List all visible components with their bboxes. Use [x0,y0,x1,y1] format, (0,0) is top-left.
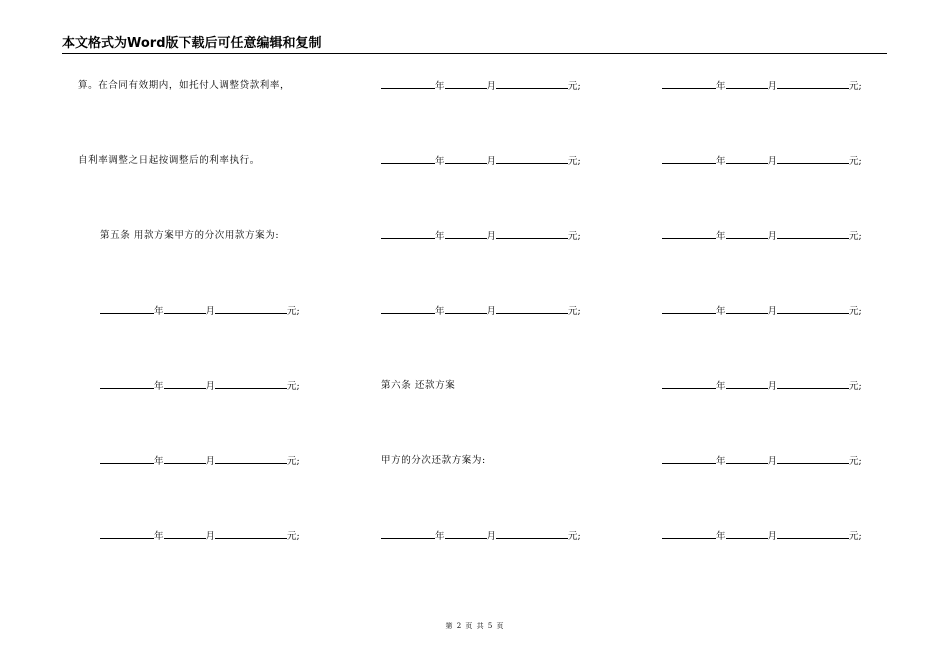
amount-label: 元; [287,456,300,467]
month-blank[interactable] [726,305,768,314]
date-amount-blank-row [662,230,862,243]
month-blank[interactable] [164,455,206,464]
date-amount-blank-row [381,530,581,543]
paragraph-line-1: 算。在合同有效期内，如托付人调整贷款利率， [78,80,291,91]
amount-label: 元; [287,531,300,542]
amount-label: 元; [568,231,581,242]
month-label: 月 [205,531,216,542]
amount-label: 元; [568,531,581,542]
date-amount-blank-row [662,155,862,168]
date-amount-blank-row [100,530,300,543]
amount-blank[interactable] [496,530,568,539]
month-blank[interactable] [445,230,487,239]
year-label: 年 [435,306,445,317]
month-label: 月 [486,531,497,542]
year-label: 年 [435,156,445,167]
amount-label: 元; [849,531,862,542]
amount-label: 元; [849,456,862,467]
year-blank[interactable] [381,80,435,89]
date-amount-blank-row [381,305,581,318]
date-amount-blank-row [100,455,300,468]
month-label: 月 [486,156,497,167]
year-blank[interactable] [381,305,435,314]
year-label: 年 [716,156,726,167]
amount-blank[interactable] [777,455,849,464]
amount-blank[interactable] [777,380,849,389]
month-blank[interactable] [726,230,768,239]
month-label: 月 [486,231,497,242]
date-amount-blank-row [100,380,300,393]
month-blank[interactable] [164,380,206,389]
amount-blank[interactable] [496,230,568,239]
amount-blank[interactable] [777,155,849,164]
date-amount-blank-row [662,530,862,543]
year-blank[interactable] [662,230,716,239]
month-blank[interactable] [445,80,487,89]
amount-label: 元; [849,306,862,317]
year-label: 年 [716,456,726,467]
month-label: 月 [767,81,778,92]
amount-blank[interactable] [496,305,568,314]
month-blank[interactable] [445,305,487,314]
amount-label: 元; [568,306,581,317]
amount-blank[interactable] [777,80,849,89]
amount-blank[interactable] [496,80,568,89]
year-blank[interactable] [381,230,435,239]
month-label: 月 [486,306,497,317]
month-blank[interactable] [445,155,487,164]
month-label: 月 [205,456,216,467]
amount-label: 元; [568,81,581,92]
amount-blank[interactable] [777,230,849,239]
date-amount-blank-row [381,155,581,168]
amount-label: 元; [849,231,862,242]
year-label: 年 [154,306,164,317]
month-label: 月 [205,381,216,392]
year-blank[interactable] [662,380,716,389]
year-label: 年 [435,531,445,542]
date-amount-blank-row [662,80,862,93]
amount-blank[interactable] [215,455,287,464]
date-amount-blank-row [381,80,581,93]
amount-label: 元; [849,81,862,92]
amount-label: 元; [287,381,300,392]
amount-label: 元; [287,306,300,317]
date-amount-blank-row [381,230,581,243]
page-number-footer: 第 2 页 共 5 页 [445,622,505,630]
year-blank[interactable] [100,455,154,464]
amount-blank[interactable] [215,380,287,389]
year-label: 年 [435,231,445,242]
year-blank[interactable] [662,455,716,464]
year-label: 年 [154,531,164,542]
month-label: 月 [486,81,497,92]
date-amount-blank-row [662,380,862,393]
month-blank[interactable] [726,155,768,164]
year-blank[interactable] [100,530,154,539]
amount-label: 元; [849,381,862,392]
amount-blank[interactable] [777,530,849,539]
year-blank[interactable] [100,305,154,314]
month-label: 月 [205,306,216,317]
repayment-plan-intro: 甲方的分次还款方案为: [381,455,486,466]
month-blank[interactable] [726,455,768,464]
month-blank[interactable] [445,530,487,539]
month-label: 月 [767,306,778,317]
month-label: 月 [767,531,778,542]
year-label: 年 [154,381,164,392]
year-label: 年 [435,81,445,92]
date-amount-blank-row [100,305,300,318]
month-blank[interactable] [726,530,768,539]
year-blank[interactable] [662,530,716,539]
month-label: 月 [767,231,778,242]
article-6-heading: 第六条 还款方案 [381,380,456,391]
month-label: 月 [767,156,778,167]
year-blank[interactable] [662,155,716,164]
month-label: 月 [767,456,778,467]
month-blank[interactable] [164,305,206,314]
amount-label: 元; [568,156,581,167]
month-blank[interactable] [726,80,768,89]
year-blank[interactable] [100,380,154,389]
year-label: 年 [716,531,726,542]
amount-label: 元; [849,156,862,167]
header-title: 本文格式为Word版下载后可任意编辑和复制 [62,36,322,51]
year-blank[interactable] [381,155,435,164]
year-label: 年 [716,381,726,392]
year-label: 年 [716,306,726,317]
article-5-heading: 第五条 用款方案甲方的分次用款方案为: [100,230,280,241]
month-label: 月 [767,381,778,392]
year-label: 年 [154,456,164,467]
year-blank[interactable] [662,305,716,314]
amount-blank[interactable] [215,530,287,539]
year-label: 年 [716,81,726,92]
amount-blank[interactable] [496,155,568,164]
year-blank[interactable] [662,80,716,89]
year-blank[interactable] [381,530,435,539]
month-blank[interactable] [164,530,206,539]
amount-blank[interactable] [215,305,287,314]
date-amount-blank-row [662,455,862,468]
month-blank[interactable] [726,380,768,389]
date-amount-blank-row [662,305,862,318]
page-header [62,36,887,54]
paragraph-line-2: 自利率调整之日起按调整后的利率执行。 [78,155,260,166]
amount-blank[interactable] [777,305,849,314]
year-label: 年 [716,231,726,242]
